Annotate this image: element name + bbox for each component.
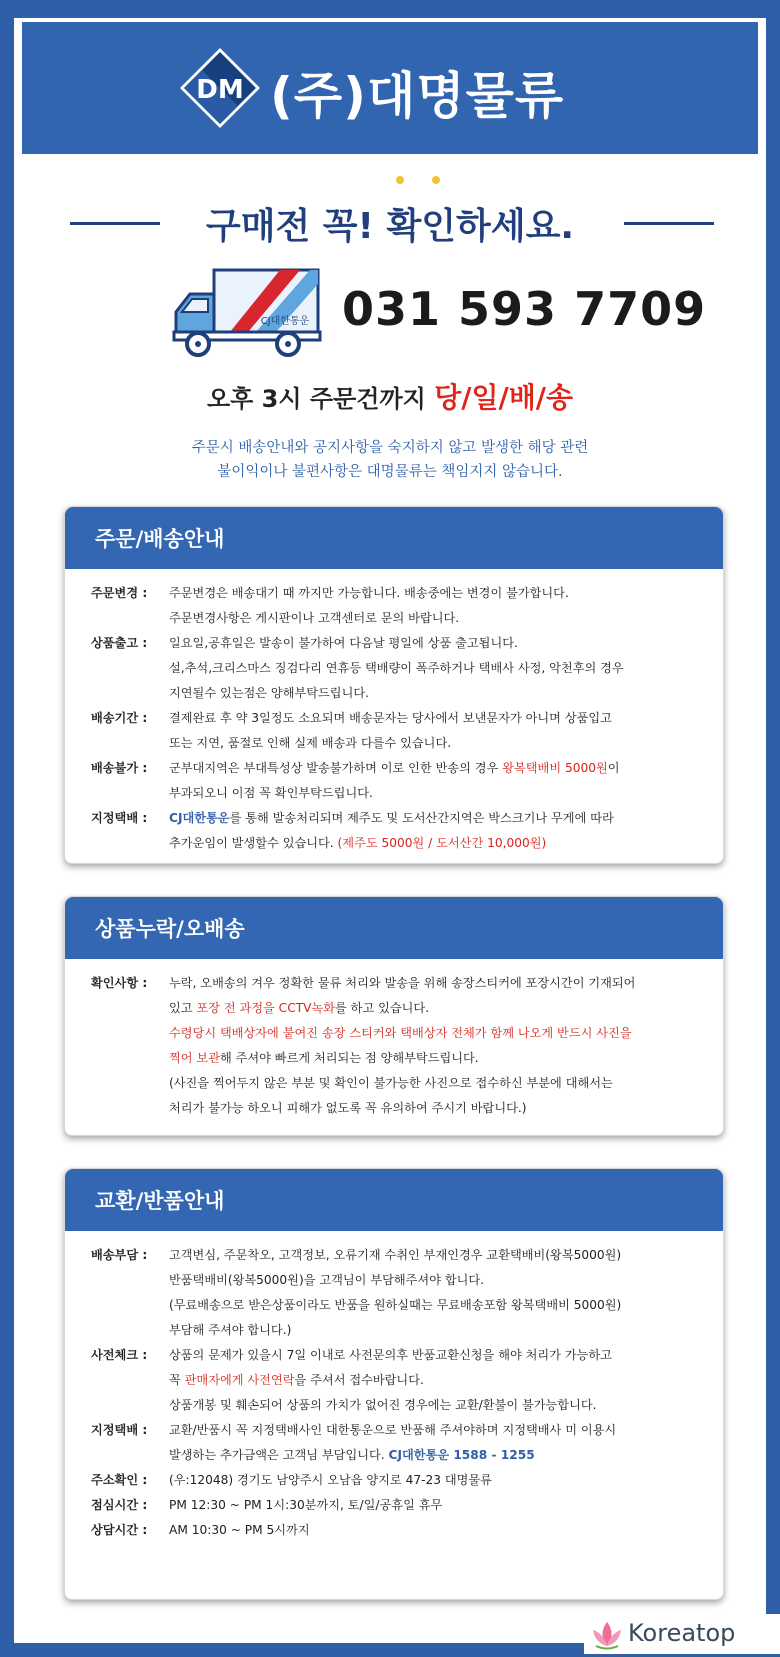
info-row [91,756,703,806]
info-text: 추가운임이 발생할수 있습니다. [169,836,338,850]
info-line [169,731,703,756]
info-text: (사진을 찍어두지 않은 부분 및 확인이 불가능한 사진으로 접수하신 부분에 대해서는 [169,1076,613,1090]
info-line [169,706,703,731]
info-line [169,1096,703,1121]
info-line [169,1243,703,1268]
info-text: 반품택배비(왕복5000원)을 고객님이 부담해주셔야 합니다. [169,1273,485,1287]
section-exchange-return [64,1168,724,1600]
info-text: (무료배송으로 받은상품이라도 반품을 원하실때는 무료배송포함 왕복택배비 5000원) [169,1298,622,1312]
info-row-label: 상담시간 : [91,1523,148,1537]
info-text: 있고 [169,1001,197,1015]
info-text: 군부대지역은 부대특성상 발송불가하며 이로 인한 반송의 경우 [169,761,503,775]
same-day-prefix: 오후 3시 주문건까지 [206,385,435,413]
info-text: 또는 지연, 품절로 인해 실제 배송과 다를수 있습니다. [169,736,452,750]
info-line [169,971,703,996]
info-row-body [169,631,703,706]
info-line [169,1393,703,1418]
info-line [169,1046,703,1071]
section-rows [65,1231,723,1553]
info-text: 일요일,공휴일은 발송이 불가하여 다음날 평일에 상품 출고됩니다. [169,636,518,650]
section-header [65,1169,723,1231]
info-text: 결제완료 후 약 3일정도 소요되며 배송문자는 당사에서 보낸문자가 아니며 상품입고 [169,711,612,725]
info-line [169,631,703,656]
watermark [584,1614,780,1654]
info-line [169,1343,703,1368]
info-row-label: 배송불가 : [91,761,148,775]
section-missing-wrong-delivery [64,896,724,1136]
info-text: 부과되오니 이점 꼭 확인부탁드립니다. [169,786,373,800]
info-text: 설,추석,크리스마스 징검다리 연휴등 택배량이 폭주하거나 택배사 사정, 악천후의 경우 [169,661,624,675]
headline-row [0,192,780,248]
info-row-body [169,1243,703,1343]
headline: 구매전 꼭! 확인하세요. [205,206,575,247]
info-row [91,1243,703,1343]
info-line [169,581,703,606]
info-row [91,1493,703,1518]
info-text: 꼭 [169,1373,185,1387]
highlight-text: 판매자에게 사전연락 [184,1373,295,1387]
info-line [169,781,703,806]
info-line [169,681,703,706]
section-title: 주문/배송안내 [95,527,225,551]
info-row [91,1343,703,1418]
section-title: 교환/반품안내 [95,1189,225,1213]
info-row-body [169,706,703,756]
info-text: (우:12048) 경기도 남양주시 오남읍 양지로 47-23 대명물류 [169,1473,492,1487]
info-line [169,1021,703,1046]
info-row-label: 사전체크 : [91,1348,148,1362]
same-day-notice [0,376,780,416]
company-logo [178,46,262,130]
info-row [91,1518,703,1543]
info-text: PM 12:30 ~ PM 1시:30분까지, 토/일/공휴일 휴무 [169,1498,443,1512]
info-row [91,631,703,706]
info-row-label: 지정택배 : [91,1423,148,1437]
info-text: 이 [607,761,620,775]
info-row [91,971,703,1121]
info-text: 주문변경사항은 게시판이나 고객센터로 문의 바랍니다. [169,611,460,625]
dot-accent-2 [432,176,440,184]
info-row [91,1468,703,1493]
watermark-text: Koreatop [628,1619,736,1647]
info-row-label: 점심시간 : [91,1498,148,1512]
info-line [169,831,703,856]
info-text: 고객변심, 주문착오, 고객정보, 오류기재 수취인 부재인경우 교환택배비(왕복5000원) [169,1248,622,1262]
highlight-text: 수령당시 택배상자에 붙여진 송장 스티커와 택배상자 전체가 함께 나오게 반드시 사진을 [169,1026,632,1040]
info-line [169,1318,703,1343]
info-text: 를 통해 발송처리되며 제주도 및 도서산간지역은 박스크기나 무게에 따라 [229,811,614,825]
info-row-body [169,1518,703,1543]
info-line [169,806,703,831]
logo-text: DM [196,75,244,105]
info-row-body [169,581,703,631]
info-line [169,1071,703,1096]
info-row-body [169,806,703,856]
highlight-text: 찍어 보관 [169,1051,220,1065]
info-row-label: 주소확인 : [91,1473,148,1487]
section-rows [65,569,723,866]
info-row [91,581,703,631]
info-row-body [169,971,703,1121]
dot-accent-1 [396,176,404,184]
company-name: (주)대명물류 [270,67,565,125]
disclaimer-notice [0,436,780,484]
info-line [169,606,703,631]
info-row-label: 확인사항 : [91,976,148,990]
info-row-label: 상품출고 : [91,636,148,650]
info-text: 해 주셔야 빠르게 처리되는 점 양해부탁드립니다. [219,1051,479,1065]
disclaimer-line: 주문시 배송안내와 공지사항을 숙지하지 않고 발생한 해당 관련 [191,440,589,456]
section-order-delivery [64,506,724,864]
info-row [91,806,703,856]
disclaimer-line: 불이익이나 불편사항은 대명물류는 책임지지 않습니다. [217,464,563,480]
section-header [65,897,723,959]
info-text: 발생하는 추가금액은 고객님 부담입니다. [169,1448,389,1462]
info-line [169,996,703,1021]
info-text: AM 10:30 ~ PM 5시까지 [169,1523,310,1537]
info-row-label: 배송부담 : [91,1248,148,1262]
truck-label: CJ대한통운 [260,316,310,327]
info-text: 상품의 문제가 있을시 7일 이내로 사전문의후 반품교환신청을 해야 처리가 가능하고 [169,1348,612,1362]
info-row-body [169,1343,703,1418]
info-text: 주문변경은 배송대기 때 까지만 가능합니다. 배송중에는 변경이 불가합니다. [169,586,569,600]
info-row-body [169,756,703,806]
highlight-text: 포장 전 과정을 CCTV녹화 [196,1001,336,1015]
lotus-icon [590,1618,624,1650]
phone-number: 031 593 7709 [342,282,707,336]
section-rows [65,959,723,1131]
section-title: 상품누락/오배송 [95,917,245,941]
info-text: 누락, 오배송의 겨우 정확한 물류 처리와 발송을 위해 송장스티커에 포장시간이 기재되어 [169,976,636,990]
info-row-body [169,1418,703,1468]
info-row-body [169,1468,703,1493]
info-line [169,1443,703,1468]
info-line [169,1293,703,1318]
highlight-text: 왕복택배비 5000원 [502,761,608,775]
info-text: 교환/반품시 꼭 지정택배사인 대한통운으로 반품해 주셔야하며 지정택배사 미 이용시 [169,1423,617,1437]
section-header [65,507,723,569]
highlight-text: (제주도 5000원 / 도서산간 10,000원) [337,836,547,850]
info-text: 를 하고 있습니다. [335,1001,430,1015]
info-line [169,1268,703,1293]
info-row-label: 배송기간 : [91,711,148,725]
info-row [91,1418,703,1468]
headline-rule-right [624,222,714,225]
info-row-body [169,1493,703,1518]
info-line [169,1518,703,1543]
info-line [169,1468,703,1493]
same-day-emphasis: 당/일/배/송 [434,381,574,414]
info-line [169,756,703,781]
info-text: 상품개봉 및 훼손되어 상품의 가치가 없어진 경우에는 교환/환불이 불가능합니다. [169,1398,597,1412]
info-text: 을 주셔서 접수바랍니다. [294,1373,424,1387]
info-line [169,1493,703,1518]
info-row [91,706,703,756]
info-text: 부담해 주셔야 합니다.) [169,1323,292,1337]
info-line [169,1418,703,1443]
info-line [169,1368,703,1393]
carrier-text: CJ대한통운 [169,811,230,825]
delivery-truck-icon [170,266,322,358]
carrier-text: CJ대한통운 1588 - 1255 [388,1448,535,1462]
info-row-label: 지정택배 : [91,811,148,825]
info-row-label: 주문변경 : [91,586,148,600]
info-text: 처리가 불가능 하오니 피해가 없도록 꼭 유의하여 주시기 바랍니다.) [169,1101,527,1115]
info-text: 지연될수 있는점은 양해부탁드립니다. [169,686,369,700]
info-line [169,656,703,681]
